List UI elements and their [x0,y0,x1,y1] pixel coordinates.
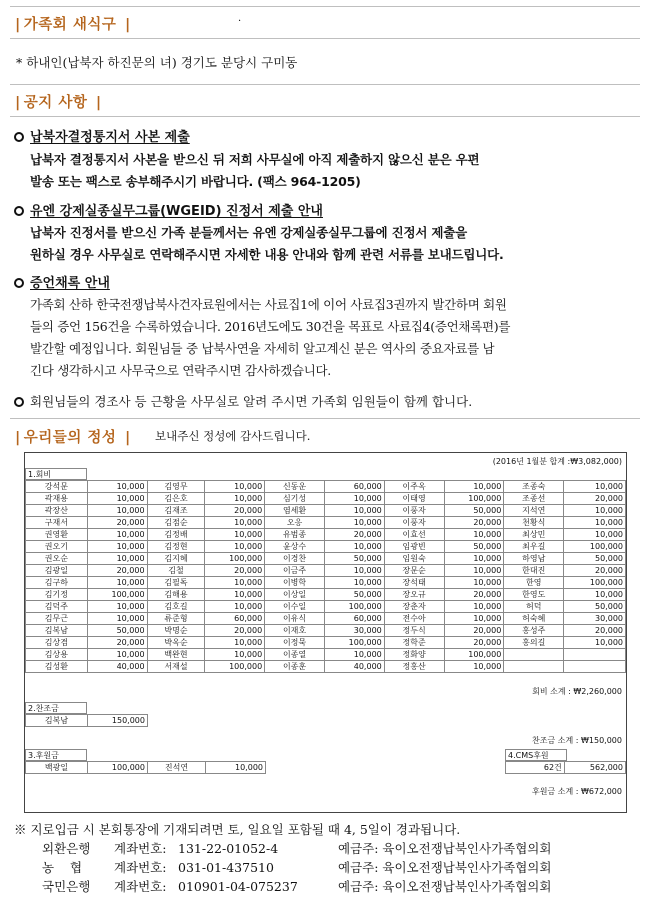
donor-amount: 10,000 [444,613,504,625]
account-label: 계좌번호: [114,860,167,875]
donor-amount: 20,000 [564,493,626,505]
donor-amount: 10,000 [564,637,626,649]
donor-amount: 10,000 [564,505,626,517]
donor-amount: 100,000 [564,577,626,589]
sponsor-label: 3.후원금 [25,749,87,761]
donor-name: 장오규 [384,589,444,601]
section-title-notices: | 공지 사항 | [15,95,102,111]
donor-name: 진석연 [148,762,206,774]
donor-name: 이재호 [265,625,325,637]
notice-2-line-2: 원하실 경우 사무실로 연락해주시면 자세한 내용 안내와 함께 관련 서류를 보내드립니다. [30,247,504,262]
table-row [26,541,626,553]
table-row [26,762,266,774]
table-row [26,493,626,505]
donor-name: 지석연 [504,505,564,517]
donor-amount: 10,000 [324,565,384,577]
donor-amount: 20,000 [444,625,504,637]
notice-2-line-1: 납북자 진정서를 받으신 가족 분들께서는 유엔 강제실종실무그룹에 진정서 제출을 [30,225,467,240]
donor-name: 김성환 [26,661,88,673]
donor-amount: 100,000 [564,541,626,553]
donor-amount: 10,000 [206,762,266,774]
donor-amount: 100,000 [324,637,384,649]
donor-name: 김복남 [26,715,88,727]
donor-amount: 10,000 [205,577,265,589]
donor-amount [564,649,626,661]
dues-subtotal: 회비 소계 : ₩2,260,000 [532,687,622,696]
donor-name: 김호길 [147,601,205,613]
donor-name: 홍성주 [504,625,564,637]
bank-row-1 [42,839,551,857]
table-row [26,637,626,649]
donor-amount: 10,000 [87,481,147,493]
donor-name: 이풍자 [384,517,444,529]
donor-name: 곽재용 [26,493,88,505]
donor-amount: 100,000 [444,493,504,505]
donations-table [24,452,627,813]
donor-name: 정화양 [384,649,444,661]
donor-name: 이경찬 [265,553,325,565]
account-holder: 예금주: 육이오전쟁납북인사가족협의회 [338,879,552,894]
donor-amount: 10,000 [564,481,626,493]
donor-name: 류준형 [147,613,205,625]
stray-dot: · [238,16,242,27]
donor-amount: 10,000 [205,589,265,601]
donor-amount: 20,000 [444,637,504,649]
donor-amount: 10,000 [87,577,147,589]
donor-amount: 100,000 [88,762,148,774]
table-row [26,565,626,577]
donor-name: 이종열 [265,649,325,661]
donor-amount: 20,000 [444,589,504,601]
donor-name: 장춘자 [384,601,444,613]
donor-name: 이병학 [265,577,325,589]
table-row [26,649,626,661]
donor-name: 신동운 [265,481,325,493]
giro-note: ※ 지로입금 시 본회통장에 기재되려면 토, 일요일 포함될 때 4, 5일이 경과됩니다. [14,822,461,837]
donor-name: 이풍자 [384,505,444,517]
donor-amount: 10,000 [444,661,504,673]
donor-name: 전수아 [384,613,444,625]
donor-amount: 10,000 [444,565,504,577]
donor-name: 김철 [147,565,205,577]
donor-name: 정두식 [384,625,444,637]
donor-amount: 10,000 [564,529,626,541]
bank-row-2 [42,858,551,876]
donor-name: 이금주 [265,565,325,577]
donor-name: 오응 [265,517,325,529]
donor-amount: 10,000 [205,481,265,493]
account-label: 계좌번호: [114,841,167,856]
donor-name: 최우길 [504,541,564,553]
bullet-ring-icon [14,132,24,142]
bullet-ring-icon [14,206,24,216]
donor-amount: 10,000 [324,541,384,553]
donor-name: 김무근 [26,613,88,625]
donor-amount: 30,000 [564,613,626,625]
donor-amount: 40,000 [87,661,147,673]
donor-name: 홍의길 [504,637,564,649]
donor-amount: 50,000 [324,589,384,601]
table-row [26,577,626,589]
donor-amount: 30,000 [324,625,384,637]
donor-name: 조종선 [504,493,564,505]
notice-3-line-1: 가족회 산하 한국전쟁납북사건자료원에서는 사료집1에 이어 사료집3권까지 발간하며 회원 [30,297,507,312]
donor-amount: 100,000 [444,649,504,661]
donor-name: 강석문 [26,481,88,493]
donor-name: 서재설 [147,661,205,673]
notice-4: 회원님들의 경조사 등 근황을 사무실로 알려 주시면 가족회 임원들이 함께 합니다. [14,392,472,410]
cms-table [505,761,626,774]
notice-3-line-3: 발간할 예정입니다. 회원님들 중 납북사연을 자세히 알고계신 분은 역사의 중요자료를 남 [30,341,495,356]
divider [10,38,640,39]
donor-amount: 20,000 [87,517,147,529]
notice-1-line-1: 납북자 결정통지서 사본을 받으신 뒤 저희 사무실에 아직 제출하지 않으신 분은 우편 [30,152,480,167]
donor-amount: 10,000 [205,541,265,553]
donor-name: 김해용 [147,589,205,601]
donor-name: 허숙혜 [504,613,564,625]
donor-amount: 50,000 [324,553,384,565]
donor-amount: 10,000 [87,553,147,565]
donor-amount: 50,000 [564,553,626,565]
donor-amount: 60,000 [205,613,265,625]
donor-name: 한대진 [504,565,564,577]
bank-name: 농 협 [42,860,83,875]
account-holder: 예금주: 육이오전쟁납북인사가족협의회 [338,841,552,856]
donor-name: 이태영 [384,493,444,505]
donor-amount: 10,000 [87,613,147,625]
table-row [26,715,148,727]
bullet-ring-icon [14,397,24,407]
donor-name: 김필독 [147,577,205,589]
sponsor-table [25,761,266,774]
notice-3-title: 증언채록 안내 [14,272,110,291]
donor-name: 조종숙 [504,481,564,493]
donor-name: 임광빈 [384,541,444,553]
donor-amount: 20,000 [324,529,384,541]
notice-1-title: 납북자결정통지서 사본 제출 [14,126,190,145]
donor-name: 정학준 [384,637,444,649]
donor-name [504,649,564,661]
donor-amount: 10,000 [444,577,504,589]
donor-name: 김지혜 [147,553,205,565]
donor-amount: 20,000 [87,637,147,649]
donor-amount: 40,000 [324,661,384,673]
donor-name: 장문순 [384,565,444,577]
donor-name: 김은호 [147,493,205,505]
divider [10,116,640,117]
donor-amount: 10,000 [324,649,384,661]
account-number: 031-01-437510 [178,860,274,875]
account-holder: 예금주: 육이오전쟁납북인사가족협의회 [338,860,552,875]
section-title-family-news: | 가족회 새식구 | [15,17,131,33]
donor-name: 권오순 [26,553,88,565]
bullet-ring-icon [14,278,24,288]
donor-amount: 20,000 [205,565,265,577]
donor-name: 구재서 [26,517,88,529]
donor-name: 이주옥 [384,481,444,493]
donor-name: 임원숙 [384,553,444,565]
donor-name: 김정배 [147,529,205,541]
divider [10,84,640,85]
donor-name: 김정현 [147,541,205,553]
donor-amount: 10,000 [205,493,265,505]
donor-amount: 100,000 [205,661,265,673]
donor-amount: 10,000 [87,601,147,613]
donor-amount: 10,000 [324,517,384,529]
donor-amount: 10,000 [205,649,265,661]
donor-amount: 10,000 [324,493,384,505]
donor-amount: 20,000 [205,505,265,517]
donor-amount: 10,000 [444,529,504,541]
donor-name: 이정묵 [265,637,325,649]
donor-amount: 50,000 [444,541,504,553]
donor-amount: 10,000 [444,481,504,493]
sponsor-subtotal: 후원금 소계 : ₩672,000 [532,787,622,796]
donor-amount: 20,000 [205,625,265,637]
cms-amount: 562,000 [564,762,625,774]
donor-amount: 10,000 [444,601,504,613]
donor-name: 한영도 [504,589,564,601]
notice-3-line-4: 긴다 생각하시고 사무국으로 연락주시면 감사하겠습니다. [30,363,331,378]
donor-name: 최상민 [504,529,564,541]
donor-name: 김점순 [147,517,205,529]
donor-amount: 50,000 [564,601,626,613]
donor-name: 이수일 [265,601,325,613]
donor-amount: 20,000 [564,565,626,577]
donor-name: 박명순 [147,625,205,637]
donor-name: 김기정 [26,589,88,601]
notice-2-title: 유엔 강제실종실무그룹(WGEID) 진정서 제출 안내 [14,200,323,219]
notice-1-line-2: 발송 또는 팩스로 송부해주시기 바랍니다. (팩스 964-1205) [30,174,361,189]
donor-name: 이유식 [265,613,325,625]
donor-name: 박옥순 [147,637,205,649]
donor-name: 김덕주 [26,601,88,613]
table-row [26,613,626,625]
donor-name: 권오기 [26,541,88,553]
donor-amount: 50,000 [87,625,147,637]
donor-name: 김광일 [26,565,88,577]
donor-name: 이상일 [265,589,325,601]
donor-name: 염세환 [265,505,325,517]
donor-amount: 10,000 [87,493,147,505]
donor-amount: 60,000 [324,613,384,625]
donor-name: 이종훈 [265,661,325,673]
donor-name: 유범종 [265,529,325,541]
section-title-text: 공지 사항 [23,95,88,111]
donor-amount: 10,000 [87,505,147,517]
table-row [26,529,626,541]
divider [10,418,640,419]
donor-name: 곽장산 [26,505,88,517]
dues-label: 1.회비 [25,468,87,480]
donor-name [504,661,564,673]
cms-count: 62건 [506,762,565,774]
donor-name: 김구하 [26,577,88,589]
table-row [26,601,626,613]
account-label: 계좌번호: [114,879,167,894]
section-title-donations: | 우리들의 정성 | [15,430,131,446]
donor-name: 장석태 [384,577,444,589]
table-row [26,625,626,637]
donor-amount: 10,000 [205,529,265,541]
donor-amount: 10,000 [324,577,384,589]
account-number: 010901-04-075237 [178,879,298,894]
donor-amount [564,661,626,673]
donor-amount: 10,000 [87,529,147,541]
section-title-text: 가족회 새식구 [23,17,117,33]
donor-amount: 20,000 [444,517,504,529]
donor-name: 김복남 [26,625,88,637]
donor-name: 백광일 [26,762,88,774]
donor-amount: 10,000 [444,553,504,565]
special-subtotal: 찬조금 소계 : ₩150,000 [532,736,622,745]
donations-total: (2016년 1월분 합계 :₩3,082,000) [492,457,622,466]
table-row [26,553,626,565]
special-table [25,714,148,727]
donor-amount: 10,000 [205,637,265,649]
donor-amount: 150,000 [88,715,148,727]
donor-name: 심기성 [265,493,325,505]
donor-name: 천황식 [504,517,564,529]
donor-amount: 100,000 [324,601,384,613]
donor-name: 허덕 [504,601,564,613]
donor-amount: 60,000 [324,481,384,493]
donor-amount: 10,000 [205,517,265,529]
donor-amount: 10,000 [564,517,626,529]
special-label: 2.찬조금 [25,702,87,714]
donor-amount: 100,000 [205,553,265,565]
donor-amount: 10,000 [87,649,147,661]
donor-name: 김재조 [147,505,205,517]
cms-label: 4.CMS후원 [505,749,567,761]
donor-name: 권영환 [26,529,88,541]
donations-subtitle: 보내주신 정성에 감사드립니다. [155,429,311,443]
donor-name: 하영남 [504,553,564,565]
donor-name: 김영무 [147,481,205,493]
table-row [26,661,626,673]
donor-amount: 100,000 [87,589,147,601]
donor-name: 김상겸 [26,637,88,649]
notice-3-line-2: 들의 증언 156건을 수록하였습니다. 2016년도에도 30건을 목표로 사료집4(증언채록편)를 [30,319,511,334]
top-rule [10,6,640,7]
section-title-text: 우리들의 정성 [23,430,117,446]
donor-amount: 20,000 [564,625,626,637]
table-row [506,762,626,774]
new-member-line: * 하내인(납북자 하진문의 녀) 경기도 분당시 구미동 [16,55,298,70]
table-row [26,517,626,529]
donor-name: 한영 [504,577,564,589]
donor-name: 이효선 [384,529,444,541]
dues-table [25,480,626,673]
donor-name: 백완현 [147,649,205,661]
table-row [26,505,626,517]
donor-amount: 10,000 [324,505,384,517]
donor-name: 김상용 [26,649,88,661]
table-row [26,589,626,601]
table-row [26,481,626,493]
donor-amount: 10,000 [564,589,626,601]
account-number: 131-22-01052-4 [178,841,279,856]
bank-name: 국민은행 [42,879,91,894]
donor-name: 윤상수 [265,541,325,553]
bank-row-3 [42,877,551,895]
donor-amount: 10,000 [87,541,147,553]
donor-amount: 20,000 [87,565,147,577]
donor-amount: 50,000 [444,505,504,517]
bank-name: 외환은행 [42,841,91,856]
donor-amount: 10,000 [205,601,265,613]
donor-name: 정홍산 [384,661,444,673]
